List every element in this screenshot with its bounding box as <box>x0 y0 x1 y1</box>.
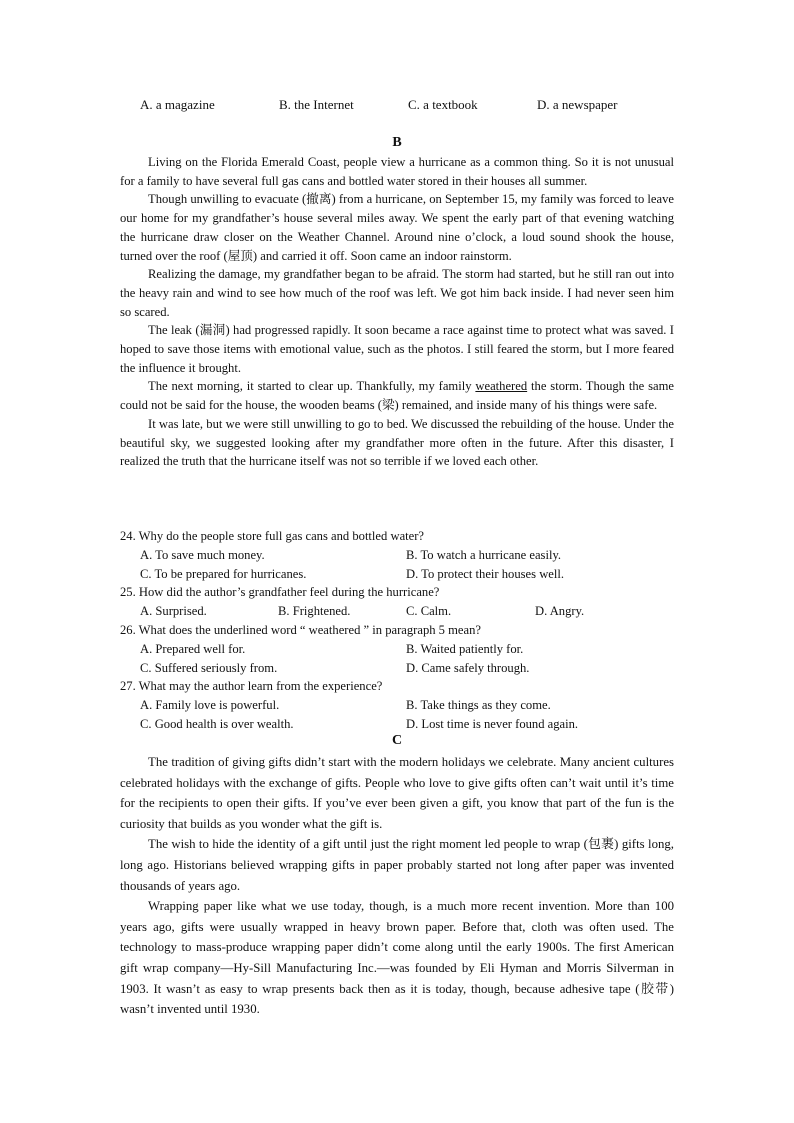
question-26-options-row-1 <box>120 640 674 659</box>
underlined-word: weathered <box>475 379 528 394</box>
passage-b-paragraph-6: It was late, but we were still unwilling to go to bed. We discussed the rebuilding of the house. Under the beautiful sky, we suggested looking after my grandfather more often in the future. After this disaster, I realized the truth that the hurricane itself was not so terrible if we loved each other. <box>120 416 674 469</box>
passage-b-paragraph-3: Realizing the damage, my grandfather began to be afraid. The storm had started, but he still ran out into the heavy rain and wind to see how much of the roof was left. We got him back inside. I had never seen him so scared. <box>120 267 674 319</box>
q26-option-b: B. Waited patiently for. <box>406 641 524 656</box>
passage-c <box>120 752 674 1020</box>
q26-option-d: D. Came safely through. <box>406 660 530 675</box>
passage-b-paragraph-4: The leak (漏洞) had progressed rapidly. It soon became a race against time to protect what was saved. I hoped to save those items with emotional value, such as the photos. I still feared the storm, but I more feared the influence it brought. <box>120 323 674 375</box>
passage-b-paragraph-5 <box>120 377 674 414</box>
q25-option-b: B. Frightened. <box>278 604 351 619</box>
option-a: A. a magazine <box>140 97 215 112</box>
option-b: B. the Internet <box>279 97 354 112</box>
question-26-options-row-2 <box>120 659 674 678</box>
q27-option-c: C. Good health is over wealth. <box>140 716 294 731</box>
q25-option-d: D. Angry. <box>535 604 585 619</box>
q27-option-b: B. Take things as they come. <box>406 698 551 713</box>
q24-option-a: A. To save much money. <box>140 547 265 562</box>
question-list <box>120 527 674 734</box>
q26-option-c: C. Suffered seriously from. <box>140 660 278 675</box>
p5-text-after: the storm. Though the same could not be said for the house, the wooden beams (梁) remained, and inside many of his things were safe. <box>120 379 674 413</box>
q26-option-a: A. Prepared well for. <box>140 641 246 656</box>
option-d: D. a newspaper <box>537 97 618 112</box>
passage-b <box>120 153 674 471</box>
question-24-options-row-1 <box>120 546 674 565</box>
passage-c-paragraph-3: Wrapping paper like what we use today, though, is a much more recent invention. More than 100 years ago, gifts were usually wrapped in heavy brown paper. Before that, cloth was often used. The technology to mass-produce wrapping paper didn’t come along until the early 1900s. The first American gift wrap company—Hy-Sill Manufacturing Inc.—was founded by Eli Hyman and Morris Silverman in 1903. It wasn’t as easy to wrap presents back then as it is today, though, because adhesive tape (胶带) wasn’t invented until 1930. <box>120 899 674 1017</box>
question-25-options-row <box>120 602 674 621</box>
question-27-stem: 27. What may the author learn from the experience? <box>120 679 383 694</box>
q25-option-c: C. Calm. <box>406 604 452 619</box>
q24-option-d: D. To protect their houses well. <box>406 566 565 581</box>
p5-text-before: The next morning, it started to clear up. Thankfully, my family <box>148 379 476 394</box>
previous-question-options <box>140 97 700 117</box>
q24-option-b: B. To watch a hurricane easily. <box>406 547 562 562</box>
question-27-options-row-1 <box>120 696 674 715</box>
q27-option-a: A. Family love is powerful. <box>140 698 280 713</box>
passage-c-paragraph-2: The wish to hide the identity of a gift until just the right moment led people to wrap (包裹) gifts long, long ago. Historians believed wrapping gifts in paper probably started not long after paper was invented thousands of years ago. <box>120 837 674 893</box>
question-25-stem: 25. How did the author’s grandfather feel during the hurricane? <box>120 585 440 600</box>
question-26-stem: 26. What does the underlined word “ weathered ” in paragraph 5 mean? <box>120 622 481 637</box>
question-24-stem: 24. Why do the people store full gas cans and bottled water? <box>120 529 425 543</box>
passage-b-paragraph-1: Living on the Florida Emerald Coast, people view a hurricane as a common thing. So it is not unusual for a family to have several full gas cans and bottled water stored in their houses all summer. <box>120 155 674 188</box>
question-24-options-row-2 <box>120 565 674 584</box>
section-c-title: C <box>391 733 403 748</box>
q25-option-a: A. Surprised. <box>140 604 207 619</box>
option-c: C. a textbook <box>408 97 478 112</box>
section-b-title: B <box>392 135 402 150</box>
q27-option-d: D. Lost time is never found again. <box>406 716 579 731</box>
passage-c-paragraph-1: The tradition of giving gifts didn’t start with the modern holidays we celebrate. Many ancient cultures celebrated holidays with the exchange of gifts. People who love to give gifts often can’t wait until it’s time for the recipients to open their gifts. If you’ve ever been given a gift, you know that part of the fun is the curiosity that builds as you wonder what the gift is. <box>120 755 674 831</box>
passage-b-paragraph-2: Though unwilling to evacuate (撤离) from a hurricane, on September 15, my family was forced to leave our home for my grandfather’s house several miles away. We spent the early part of that evening watching the hurricane draw closer on the Weather Channel. Around nine o’clock, a loud sound shook the house, turned over the roof (屋顶) and carried it off. Soon came an indoor rainstorm. <box>120 192 674 263</box>
q24-option-c: C. To be prepared for hurricanes. <box>140 566 307 581</box>
question-27-options-row-2 <box>120 715 674 734</box>
